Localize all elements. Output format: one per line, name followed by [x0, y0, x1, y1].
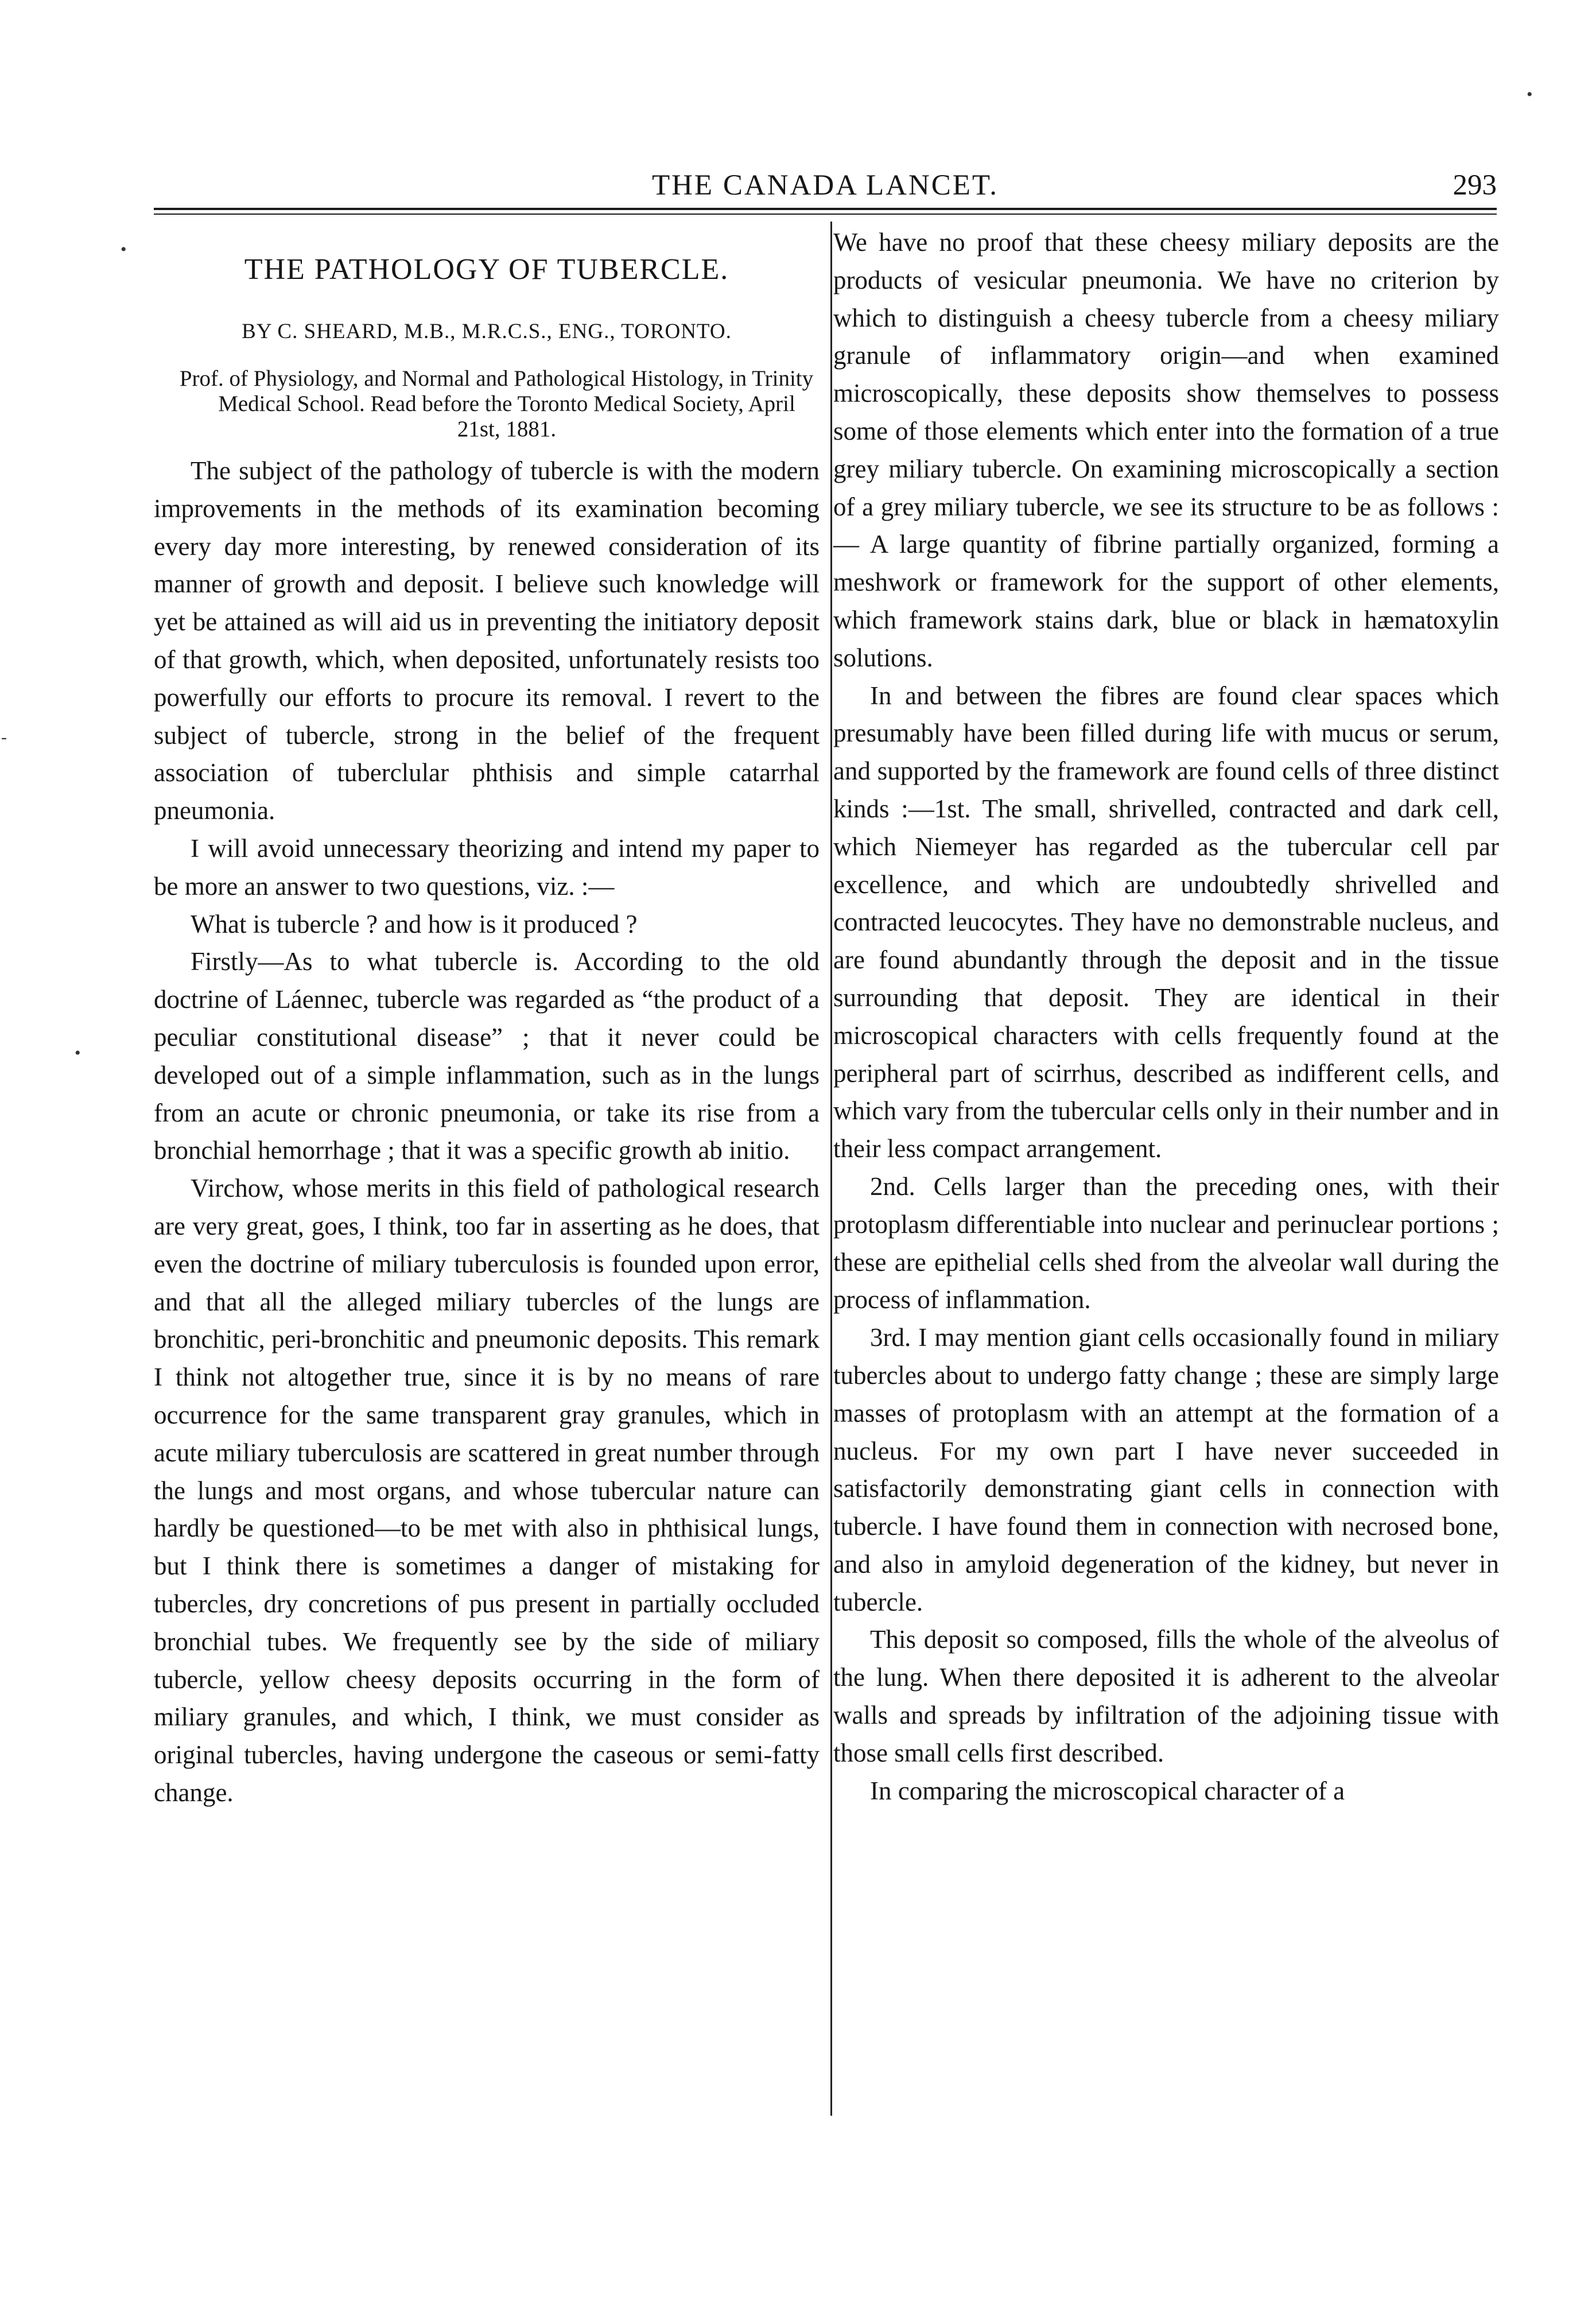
- journal-title: THE CANADA LANCET.: [651, 169, 999, 201]
- column-divider: [830, 222, 832, 2116]
- author-byline: BY C. SHEARD, M.B., M.R.C.S., ENG., TORONTO.: [242, 320, 732, 343]
- right-column: [833, 224, 1499, 1810]
- paragraph: What is tubercle ? and how is it produced ?: [191, 909, 638, 938]
- author-affiliation: Prof. of Physiology, and Normal and Pathological Histology, in Trinity Medical School. Read before the Toronto Medical Society, April 21st, 1881.: [179, 366, 814, 441]
- article-title: THE PATHOLOGY OF TUBERCLE.: [244, 253, 729, 286]
- paragraph: 3rd. I may mention giant cells occasionally found in miliary tubercles about to undergo fatty change ; these are simply large masses of protoplasm with an attempt at the formation of a nucleus. For my own part I have never succeeded in satisfactorily demonstrating giant cells in connection with tubercle. I have found them in connection with necrosed bone, and also in amyloid degeneration of the kidney, but never in tubercle.: [833, 1323, 1499, 1616]
- margin-mark: -: [1, 728, 7, 747]
- left-column: [154, 224, 820, 1812]
- page-number: 293: [1453, 169, 1497, 201]
- paragraph: Virchow, whose merits in this field of pathological research are very great, goes, I think, too far in asserting as he does, that even the doctrine of miliary tuberculosis is founded upon error, and that all the alleged miliary tubercles of the lungs are bronchitic, peri-bronchitic and pneumonic deposits. This remark I think not altogether true, since it is by no means of rare occurrence for the same transparent gray granules, which in acute miliary tuberculosis are scattered in great number through the lungs and most organs, and whose tubercular nature can hardly be questioned—to be met with also in phthisical lungs, but I think there is sometimes a danger of mistaking for tubercles, dry concretions of pus present in partially occluded bronchial tubes. We frequently see by the side of miliary tubercle, yellow cheesy deposits occurring in the form of miliary granules, and which, I think, we must consider as original tubercles, having undergone the caseous or semi-fatty change.: [154, 1174, 820, 1807]
- paragraph: In and between the fibres are found clear spaces which presumably have been filled during life with mucus or serum, and supported by the framework are found cells of three distinct kinds :—1st. The small, shrivelled, contracted and dark cell, which Niemeyer has regarded as the tubercular cell par excellence, and which are undoubtedly shrivelled and contracted leucocytes. They have no demonstrable nucleus, and are found abundantly through the deposit and in the tissue surrounding that deposit. They are identical in their microscopical characters with cells frequently found at the peripheral part of scirrhus, described as indifferent cells, and which vary from the tubercular cells only in their number and in their less compact arrangement.: [833, 681, 1499, 1163]
- margin-mark: •: [121, 240, 127, 259]
- margin-mark: •: [1527, 85, 1533, 104]
- header-rule-thick: [154, 208, 1497, 210]
- header-rule-thin: [154, 214, 1497, 215]
- paragraph: 2nd. Cells larger than the preceding ones, with their protoplasm differentiable into nuclear and perinuclear portions ; these are epithelial cells shed from the alveolar wall during the process of inflammation.: [833, 1172, 1499, 1314]
- paragraph: We have no proof that these cheesy miliary deposits are the products of vesicular pneumonia. We have no criterion by which to distinguish a cheesy tubercle from a cheesy miliary granule of inflammatory origin—and when examined microscopically, these deposits show themselves to possess some of those elements which enter into the formation of a true grey miliary tubercle. On examining microscopically a section of a grey miliary tubercle, we see its structure to be as follows :— A large quantity of fibrine partially organized, forming a meshwork or framework for the support of other elements, which framework stains dark, blue or black in hæmatoxylin solutions.: [833, 228, 1499, 672]
- running-header: [154, 168, 1497, 203]
- paragraph: I will avoid unnecessary theorizing and intend my paper to be more an answer to two questions, viz. :—: [154, 833, 820, 901]
- paragraph: The subject of the pathology of tubercle is with the modern improvements in the methods of its examination becoming every day more interesting, by renewed consideration of its manner of growth and deposit. I believe such knowledge will yet be attained as will aid us in preventing the initiatory deposit of that growth, which, when deposited, unfortunately resists too powerfully our efforts to procure its removal. I revert to the subject of tubercle, strong in the belief of the frequent association of tuberclular phthisis and simple catarrhal pneumonia.: [154, 456, 820, 825]
- paragraph: In comparing the microscopical character of a: [870, 1776, 1345, 1805]
- margin-mark: •: [75, 1044, 81, 1062]
- paragraph: Firstly—As to what tubercle is. According to the old doctrine of Láennec, tubercle was regarded as “the product of a peculiar constitutional disease” ; that it never could be developed out of a simple inflammation, such as in the lungs from an acute or chronic pneumonia, or take its rise from a bronchial hemorrhage ; that it was a specific growth ab initio.: [154, 947, 820, 1165]
- paragraph: This deposit so composed, fills the whole of the alveolus of the lung. When there deposited it is adherent to the alveolar walls and spreads by infiltration of the adjoining tissue with those small cells first described.: [833, 1625, 1499, 1767]
